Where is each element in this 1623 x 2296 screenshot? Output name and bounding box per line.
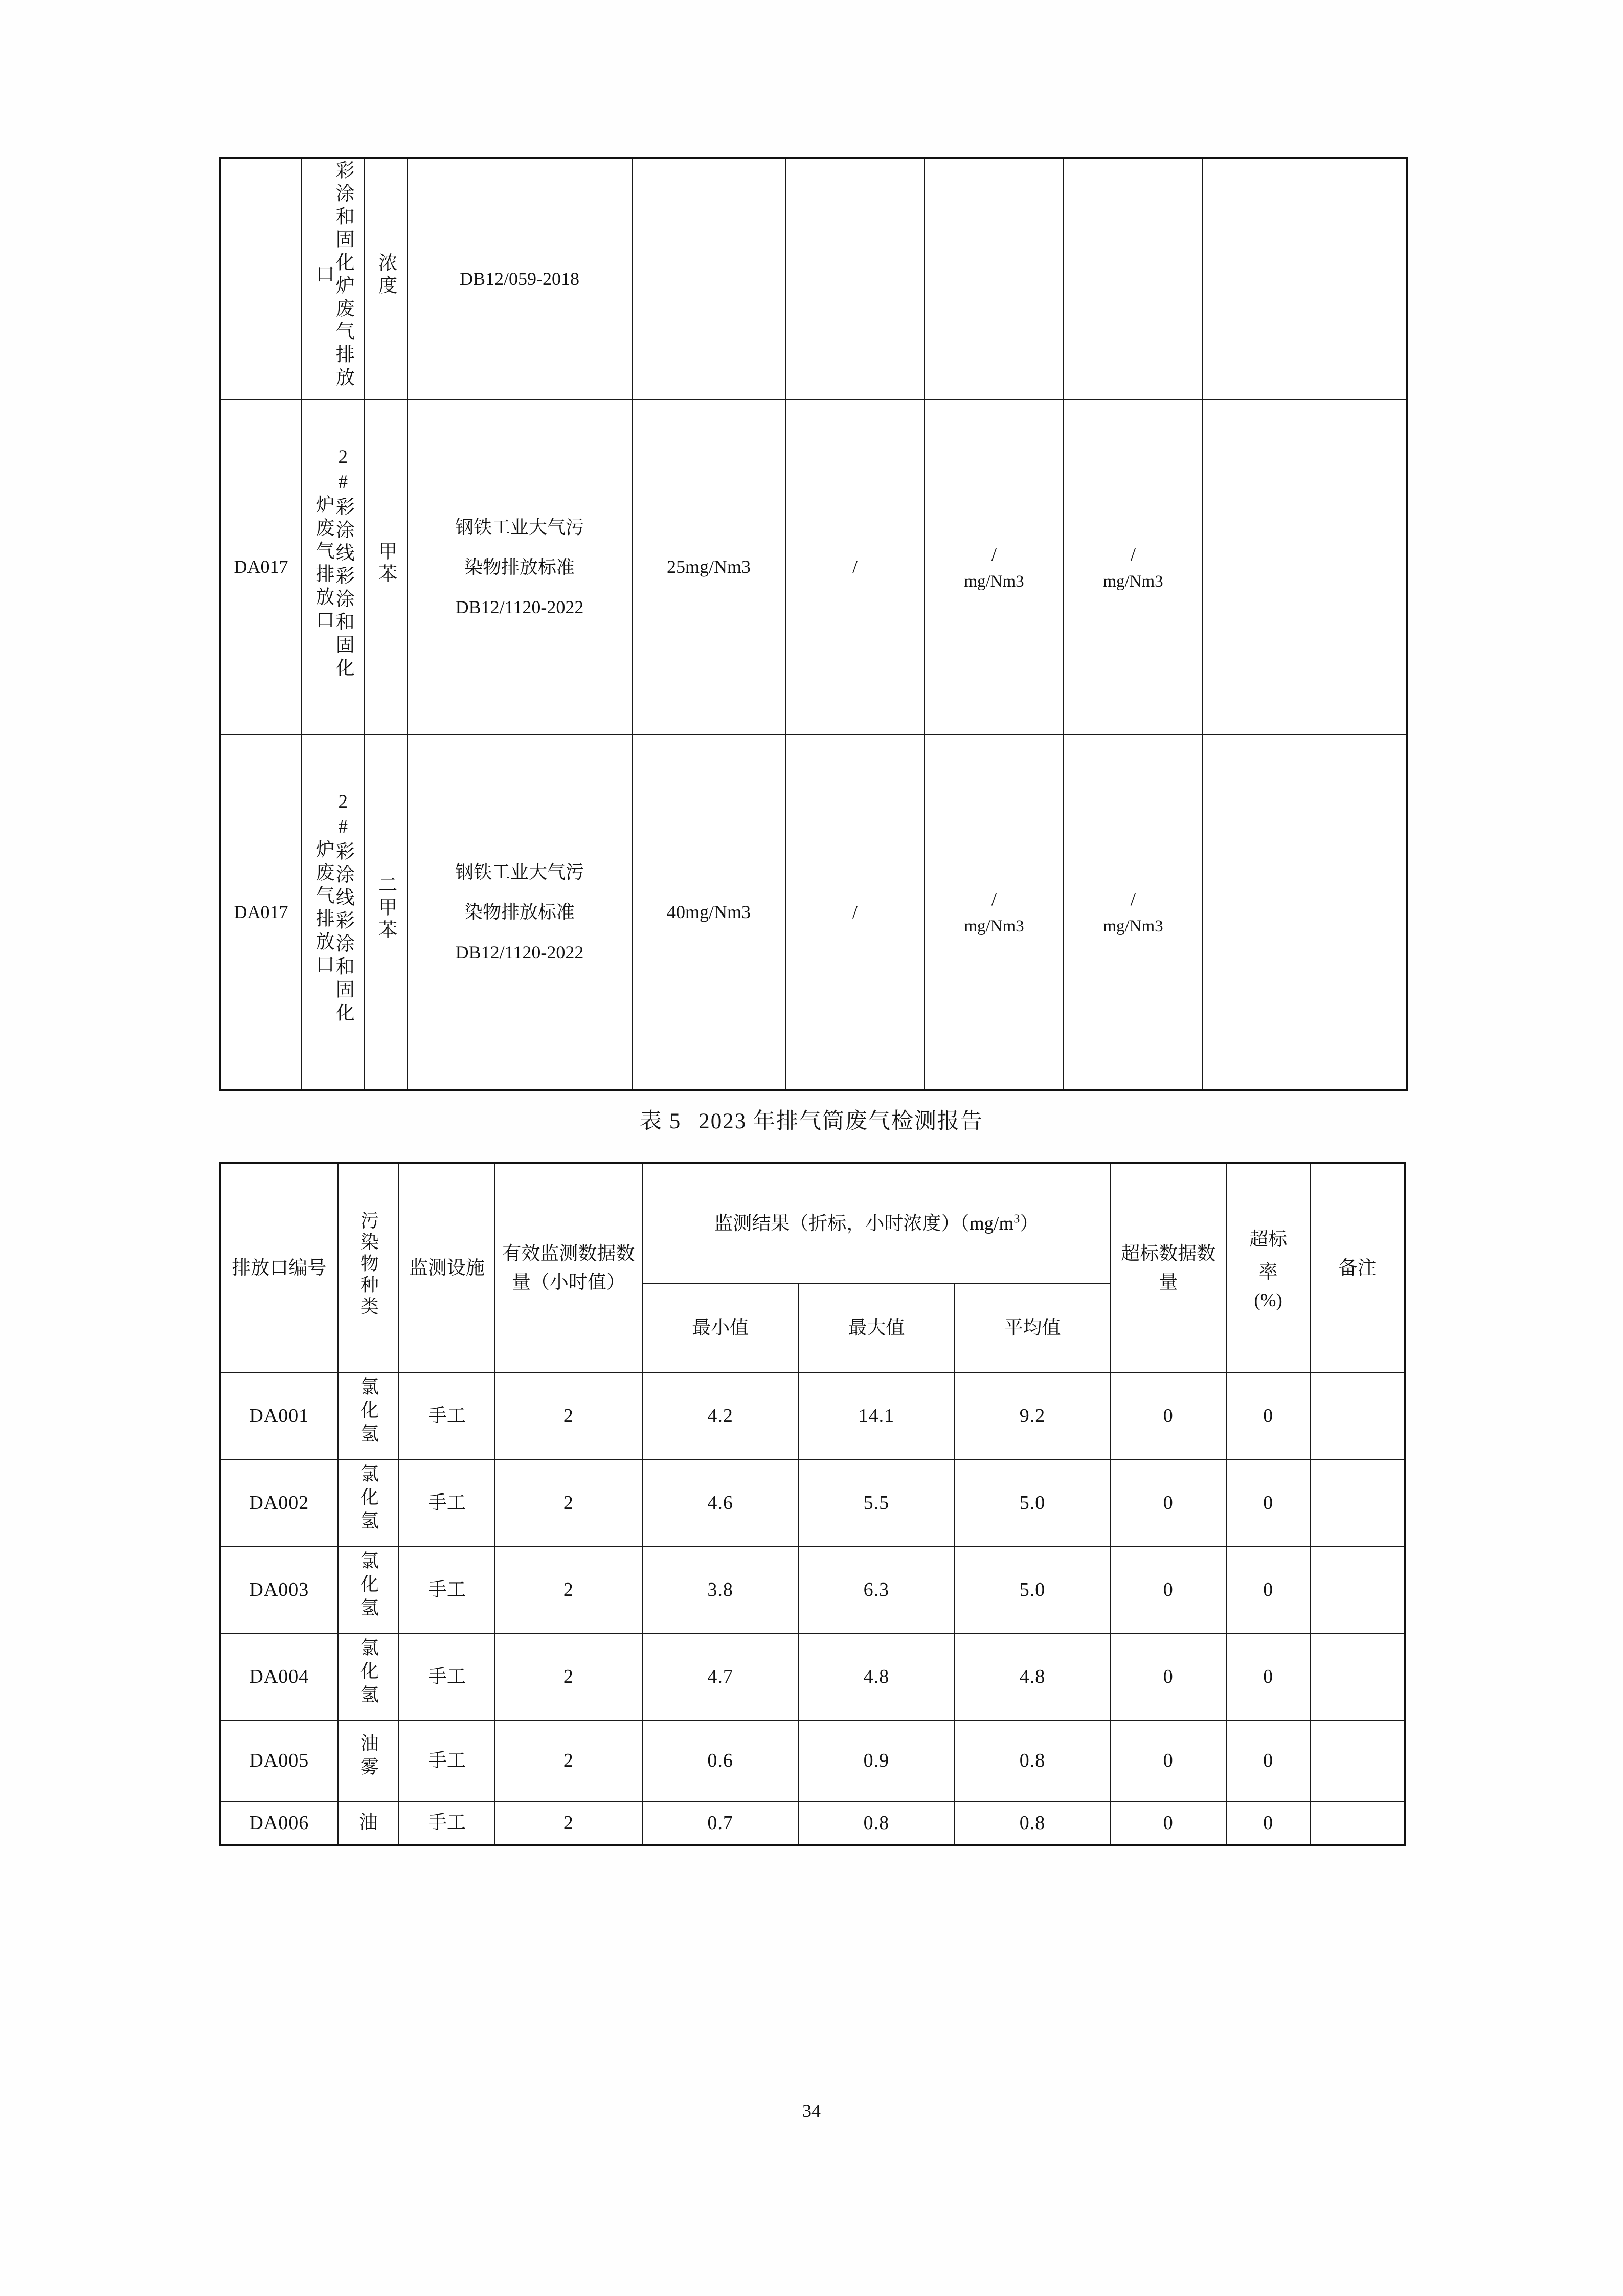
t4-source bbox=[302, 735, 364, 1090]
t5-remark bbox=[1310, 1801, 1405, 1845]
th-exceed-rate bbox=[1226, 1163, 1310, 1373]
t5-exceed-count: 0 bbox=[1111, 1373, 1226, 1460]
th-min: 最小值 bbox=[642, 1284, 798, 1373]
t4-standard-line3: DB12/1120-2022 bbox=[455, 597, 584, 618]
t5-exceed-count: 0 bbox=[1111, 1721, 1226, 1801]
t4-pollutant-text: 浓度 bbox=[375, 253, 396, 298]
th-pollutant-type bbox=[338, 1163, 399, 1373]
t4-outlet-id: DA017 bbox=[220, 399, 302, 735]
t5-pollutant-text: 氯化氢 bbox=[358, 1464, 379, 1535]
t4-col8 bbox=[1064, 399, 1203, 735]
t4-standard-text: DB12/059-2018 bbox=[460, 269, 579, 289]
th-result-group-sup: 3 bbox=[1013, 1212, 1020, 1226]
t4-source-text: 彩涂和固化炉废气排放口 bbox=[312, 160, 354, 391]
th-exceed-count-label: 超标数据数量 bbox=[1121, 1243, 1216, 1293]
t5-remark bbox=[1310, 1547, 1405, 1634]
t4-source-text: 2#彩涂线彩涂和固化炉废气排放口 bbox=[312, 791, 354, 1026]
t5-pollutant: 油 bbox=[338, 1801, 399, 1845]
th-max: 最大值 bbox=[798, 1284, 954, 1373]
emission-standards-table-wrapper bbox=[219, 157, 1406, 1091]
t5-min: 4.2 bbox=[642, 1373, 798, 1460]
table-row bbox=[220, 1547, 1405, 1634]
th-remark-label: 备注 bbox=[1338, 1257, 1377, 1279]
t5-exceed-rate: 0 bbox=[1226, 1801, 1310, 1845]
t5-outlet-id: DA004 bbox=[220, 1634, 338, 1721]
t5-max: 0.8 bbox=[798, 1801, 954, 1845]
t5-valid-count: 2 bbox=[495, 1373, 642, 1460]
th-monitor-facility-label: 监测设施 bbox=[409, 1257, 485, 1279]
t4-source bbox=[302, 399, 364, 735]
th-monitor-facility bbox=[399, 1163, 495, 1373]
t5-max: 6.3 bbox=[798, 1547, 954, 1634]
table-row bbox=[220, 1373, 1405, 1460]
t4-col6 bbox=[785, 158, 925, 399]
t4-col7 bbox=[925, 735, 1064, 1090]
th-result-group bbox=[642, 1163, 1111, 1284]
t5-valid-count: 2 bbox=[495, 1634, 642, 1721]
t5-pollutant-text: 氯化氢 bbox=[358, 1551, 379, 1622]
t4-col8-group bbox=[1064, 885, 1202, 940]
th-outlet-id bbox=[220, 1163, 338, 1373]
t5-pollutant bbox=[338, 1373, 399, 1460]
t5-exceed-rate: 0 bbox=[1226, 1547, 1310, 1634]
t5-exceed-count: 0 bbox=[1111, 1460, 1226, 1547]
t4-source-text: 2#彩涂线彩涂和固化炉废气排放口 bbox=[312, 446, 354, 681]
t5-outlet-id: DA001 bbox=[220, 1373, 338, 1460]
t4-col6: / bbox=[785, 399, 925, 735]
t5-pollutant bbox=[338, 1547, 399, 1634]
t5-valid-count: 2 bbox=[495, 1547, 642, 1634]
t4-col8 bbox=[1064, 158, 1203, 399]
t5-remark bbox=[1310, 1373, 1405, 1460]
t4-pollutant-text: 二甲苯 bbox=[375, 875, 396, 943]
stack-gas-report-table-wrapper bbox=[219, 1162, 1406, 1846]
t4-pollutant bbox=[364, 158, 407, 399]
t4-standard bbox=[407, 158, 632, 399]
t5-outlet-id: DA006 bbox=[220, 1801, 338, 1845]
emission-standards-table bbox=[219, 157, 1408, 1091]
t4-col7-unit: mg/Nm3 bbox=[964, 917, 1024, 936]
t5-pollutant bbox=[338, 1460, 399, 1547]
t5-exceed-count: 0 bbox=[1111, 1801, 1226, 1845]
t5-pollutant-text: 氯化氢 bbox=[358, 1377, 379, 1448]
t5-max: 0.9 bbox=[798, 1721, 954, 1801]
t4-standard-line1: 钢铁工业大气污 bbox=[455, 862, 584, 883]
th-exceed-count bbox=[1111, 1163, 1226, 1373]
t4-standard-line1: 钢铁工业大气污 bbox=[455, 517, 584, 538]
t5-exceed-rate: 0 bbox=[1226, 1634, 1310, 1721]
t4-standard bbox=[407, 735, 632, 1090]
t5-remark bbox=[1310, 1721, 1405, 1801]
t4-remark bbox=[1203, 399, 1407, 735]
t5-avg: 5.0 bbox=[954, 1460, 1110, 1547]
t4-col8-group bbox=[1064, 540, 1202, 595]
t4-outlet-id: DA017 bbox=[220, 735, 302, 1090]
t4-limit bbox=[632, 158, 785, 399]
t4-pollutant bbox=[364, 735, 407, 1090]
t5-exceed-rate: 0 bbox=[1226, 1721, 1310, 1801]
table-row bbox=[220, 399, 1407, 735]
t5-exceed-rate: 0 bbox=[1226, 1460, 1310, 1547]
t4-col7-group bbox=[925, 540, 1063, 595]
t5-min: 3.8 bbox=[642, 1547, 798, 1634]
t5-outlet-id: DA003 bbox=[220, 1547, 338, 1634]
t4-pollutant bbox=[364, 399, 407, 735]
t5-valid-count: 2 bbox=[495, 1801, 642, 1845]
t5-min: 4.6 bbox=[642, 1460, 798, 1547]
t5-avg: 0.8 bbox=[954, 1721, 1110, 1801]
t4-standard-line3: DB12/1120-2022 bbox=[455, 942, 584, 963]
t5-max: 14.1 bbox=[798, 1373, 954, 1460]
table-row bbox=[220, 1634, 1405, 1721]
t5-exceed-rate: 0 bbox=[1226, 1373, 1310, 1460]
t5-pollutant-text: 氯化氢 bbox=[358, 1638, 379, 1709]
t5-valid-count: 2 bbox=[495, 1460, 642, 1547]
th-exceed-rate-line3: (%) bbox=[1254, 1290, 1282, 1311]
t4-col8-slash: / bbox=[1130, 543, 1136, 565]
t4-col7-group bbox=[925, 885, 1063, 940]
t4-limit: 40mg/Nm3 bbox=[632, 735, 785, 1090]
t5-exceed-count: 0 bbox=[1111, 1634, 1226, 1721]
t4-col7 bbox=[925, 399, 1064, 735]
t4-col7-slash: / bbox=[991, 543, 997, 565]
th-valid-count bbox=[495, 1163, 642, 1373]
t5-remark bbox=[1310, 1460, 1405, 1547]
table5-caption-label: 表 5 bbox=[640, 1109, 682, 1133]
t5-facility: 手工 bbox=[399, 1547, 495, 1634]
th-result-group-label bbox=[643, 1209, 1110, 1238]
t5-avg: 5.0 bbox=[954, 1547, 1110, 1634]
table-row bbox=[220, 735, 1407, 1090]
t4-col6: / bbox=[785, 735, 925, 1090]
th-valid-count-label: 有效监测数据数量（小时值） bbox=[502, 1243, 635, 1293]
t4-col8-slash: / bbox=[1130, 888, 1136, 910]
stack-gas-report-table bbox=[219, 1162, 1406, 1846]
t4-standard-line2: 染物排放标准 bbox=[464, 556, 575, 577]
th-exceed-rate-line2: 率 bbox=[1258, 1261, 1278, 1283]
t5-facility: 手工 bbox=[399, 1634, 495, 1721]
t4-standard bbox=[407, 399, 632, 735]
th-outlet-id-label: 排放口编号 bbox=[232, 1257, 327, 1279]
t5-outlet-id: DA005 bbox=[220, 1721, 338, 1801]
th-exceed-rate-line1: 超标 bbox=[1249, 1229, 1288, 1251]
t5-facility: 手工 bbox=[399, 1721, 495, 1801]
t5-remark bbox=[1310, 1634, 1405, 1721]
t5-min: 0.6 bbox=[642, 1721, 798, 1801]
t4-outlet-id bbox=[220, 158, 302, 399]
t4-col8 bbox=[1064, 735, 1203, 1090]
t4-standard-line2: 染物排放标准 bbox=[464, 902, 575, 923]
t5-max: 5.5 bbox=[798, 1460, 954, 1547]
t5-facility: 手工 bbox=[399, 1460, 495, 1547]
t5-max: 4.8 bbox=[798, 1634, 954, 1721]
table-row bbox=[220, 1721, 1405, 1801]
th-result-group-main: 监测结果（折标，小时浓度）（mg/m bbox=[714, 1213, 1014, 1234]
t5-pollutant bbox=[338, 1634, 399, 1721]
t4-col8-unit: mg/Nm3 bbox=[1103, 917, 1163, 936]
table5-caption bbox=[0, 1104, 1623, 1135]
table-row bbox=[220, 158, 1407, 399]
t5-pollutant bbox=[338, 1721, 399, 1801]
t4-limit: 25mg/Nm3 bbox=[632, 399, 785, 735]
t5-outlet-id: DA002 bbox=[220, 1460, 338, 1547]
t5-facility: 手工 bbox=[399, 1373, 495, 1460]
t5-pollutant-text: 油雾 bbox=[358, 1733, 379, 1781]
t5-min: 0.7 bbox=[642, 1801, 798, 1845]
table-header-row bbox=[220, 1163, 1405, 1284]
t4-remark bbox=[1203, 735, 1407, 1090]
th-avg: 平均值 bbox=[954, 1284, 1110, 1373]
table-row bbox=[220, 1460, 1405, 1547]
t5-valid-count: 2 bbox=[495, 1721, 642, 1801]
t5-avg: 0.8 bbox=[954, 1801, 1110, 1845]
th-pollutant-type-label: 污染物种类 bbox=[358, 1210, 379, 1318]
t4-remark bbox=[1203, 158, 1407, 399]
t4-source bbox=[302, 158, 364, 399]
t4-col7 bbox=[925, 158, 1064, 399]
th-result-group-tail: ） bbox=[1020, 1213, 1039, 1234]
t5-avg: 4.8 bbox=[954, 1634, 1110, 1721]
table-row bbox=[220, 1801, 1405, 1845]
t4-col7-unit: mg/Nm3 bbox=[964, 572, 1024, 591]
t4-col7-slash: / bbox=[991, 888, 997, 910]
table5-caption-title: 2023 年排气筒废气检测报告 bbox=[698, 1109, 983, 1133]
t5-avg: 9.2 bbox=[954, 1373, 1110, 1460]
th-remark bbox=[1310, 1163, 1405, 1373]
page-number: 34 bbox=[802, 2101, 821, 2121]
t4-pollutant-text: 甲苯 bbox=[375, 541, 396, 586]
t4-col8-unit: mg/Nm3 bbox=[1103, 572, 1163, 591]
t5-facility: 手工 bbox=[399, 1801, 495, 1845]
t5-min: 4.7 bbox=[642, 1634, 798, 1721]
t5-exceed-count: 0 bbox=[1111, 1547, 1226, 1634]
